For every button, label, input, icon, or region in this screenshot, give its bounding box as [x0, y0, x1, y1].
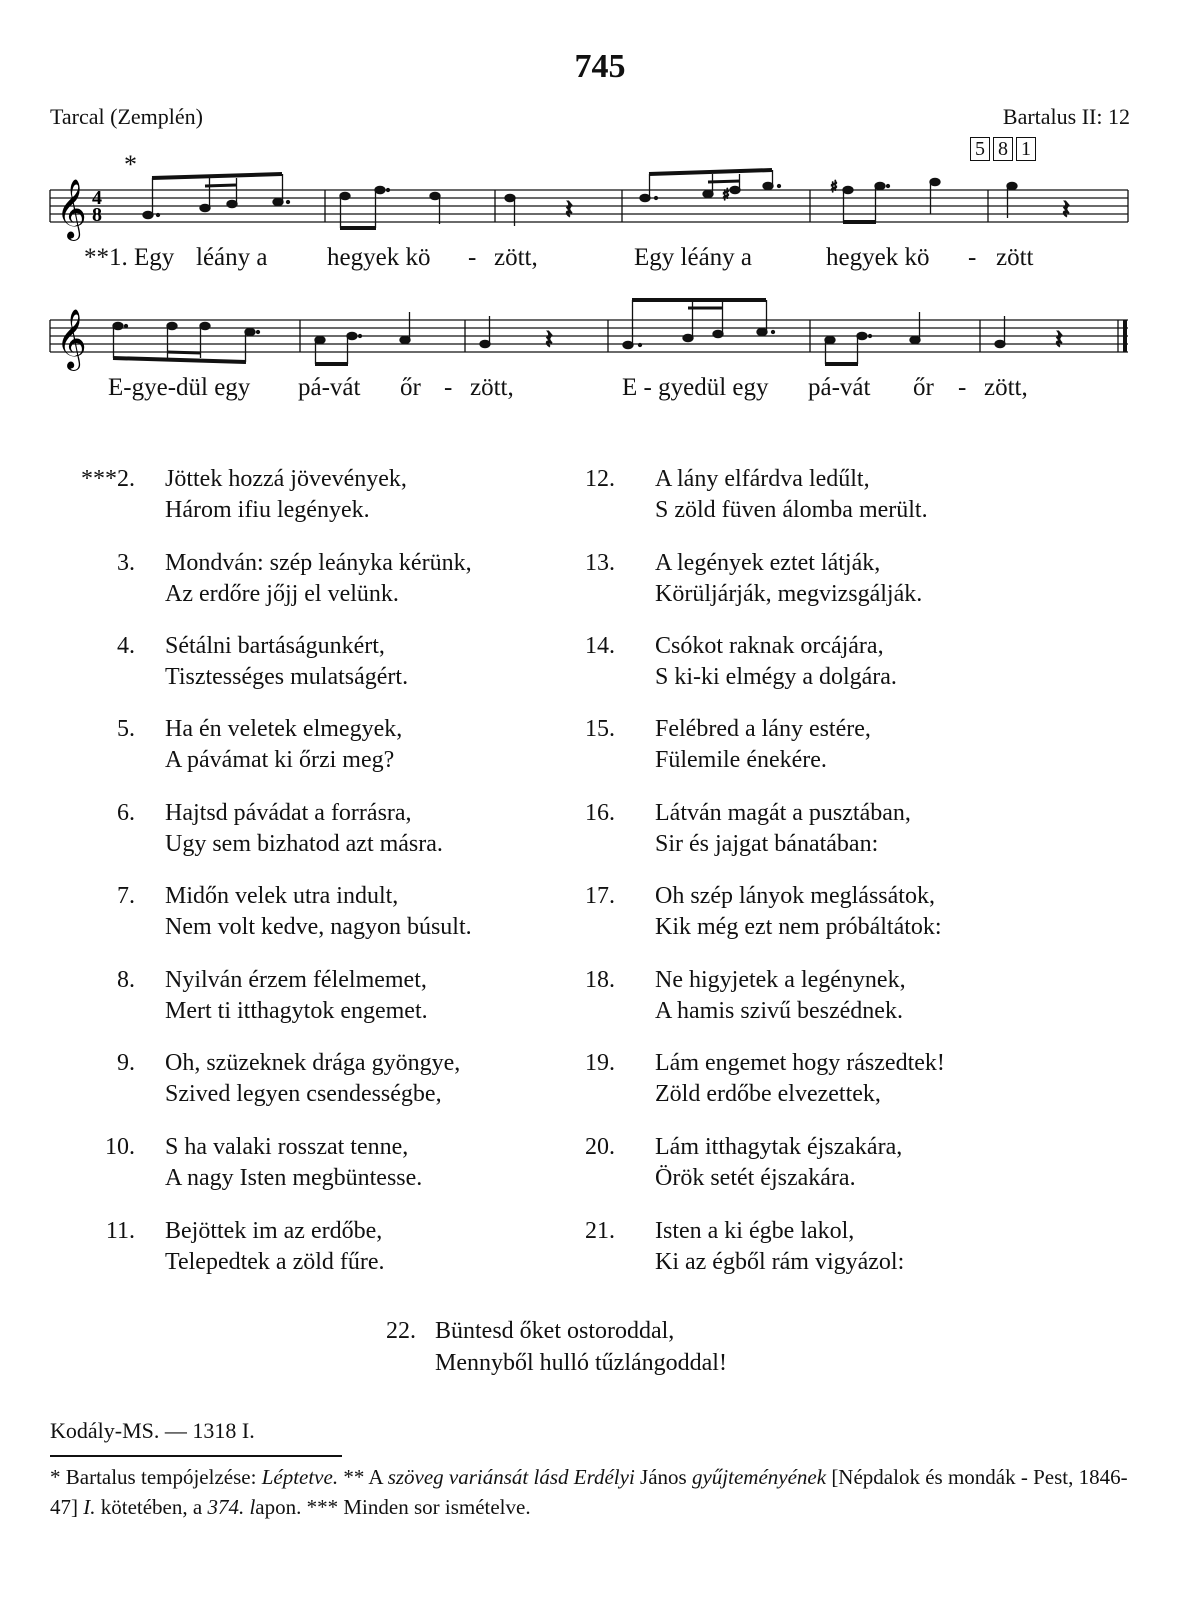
- verse-line: Mondván: szép leányka kérünk,: [165, 550, 472, 576]
- svg-text:4: 4: [92, 187, 102, 209]
- footnote-text: apon. *** Minden sor ismételve.: [255, 1495, 531, 1519]
- footnote-text: ** A: [338, 1465, 388, 1489]
- verse-line: Szived legyen csendességbe,: [165, 1081, 442, 1107]
- treble-clef-icon: 𝄞: [56, 309, 87, 369]
- verse-line: Ne higyjetek a legénynek,: [655, 967, 906, 993]
- verse-line: S zöld füven álomba merült.: [655, 497, 928, 523]
- verse-line: Oh szép lányok meglássátok,: [655, 883, 935, 909]
- verse-line: Kik még ezt nem próbáltátok:: [655, 914, 942, 940]
- verse-line: Körüljárják, megvizsgálják.: [655, 581, 923, 607]
- verse-number: 11.: [105, 1218, 135, 1244]
- lyric-syllable: zött,: [984, 374, 1028, 401]
- svg-text:♯: ♯: [722, 185, 730, 204]
- verse-line: Tisztességes mulatságért.: [165, 664, 409, 690]
- footnote-text: 374. l: [207, 1495, 256, 1519]
- lyric-syllable: őr: [913, 374, 934, 401]
- lyric-syllable: pá-vát: [298, 374, 361, 401]
- class-box: 1: [1016, 137, 1036, 161]
- verse-number: 10.: [105, 1134, 135, 1160]
- lyric-syllable: léány a: [196, 244, 268, 271]
- music-staff-2: [0, 290, 1200, 380]
- verse-line: Csókot raknak orcájára,: [655, 633, 884, 659]
- verse-line: Sir és jajgat bánatában:: [655, 831, 879, 857]
- classification-boxes: [970, 137, 1036, 161]
- footnote-text: * Bartalus tempójelzése:: [50, 1465, 262, 1489]
- verse-number: 13.: [585, 550, 615, 576]
- footnote-text: szöveg variánsát lásd Erdélyi: [387, 1465, 635, 1489]
- lyric-syllable: őr: [400, 374, 421, 401]
- footnote-text: gyűjteményének: [691, 1465, 827, 1489]
- verse-line: A lány elfárdva ledűlt,: [655, 466, 870, 492]
- footnote-text: kötetében, a: [95, 1495, 208, 1519]
- verse-number: 3.: [117, 550, 135, 576]
- verse-number: 5.: [117, 716, 135, 742]
- page-title: 745: [574, 48, 626, 85]
- verse-number: 22.: [386, 1318, 416, 1344]
- verse-line: A hamis szivű beszédnek.: [655, 998, 903, 1024]
- svg-text:♯: ♯: [830, 177, 838, 196]
- source-reference: Bartalus II: 12: [1002, 104, 1130, 129]
- lyric-syllable: Egy léány a: [634, 244, 753, 271]
- collection-place: Tarcal (Zemplén): [50, 104, 203, 129]
- verse-number: 9.: [117, 1050, 135, 1076]
- verse-line: Látván magát a pusztában,: [655, 800, 911, 826]
- verse-number: ***2.: [81, 466, 135, 492]
- lyric-syllable: -: [958, 374, 967, 401]
- verse-line: Az erdőre jőjj el velünk.: [165, 581, 399, 607]
- svg-text:𝄽: 𝄽: [545, 325, 553, 355]
- verse-line: Hajtsd pávádat a forrásra,: [165, 800, 412, 826]
- verse-line: Lám engemet hogy rászedtek!: [655, 1050, 945, 1076]
- footnote-text: I.: [83, 1495, 96, 1519]
- tempo-footnote-mark: *: [124, 150, 137, 179]
- class-box: 5: [970, 137, 990, 161]
- verse-line: Oh, szüzeknek drága gyöngye,: [165, 1050, 461, 1076]
- footnote-text: [Népdalok és mondák - Pest, 1846-47]: [50, 1465, 1128, 1519]
- verse-line: A legények eztet látják,: [655, 550, 881, 576]
- class-box: 8: [993, 137, 1013, 161]
- verse-line: Ugy sem bizhatod azt másra.: [165, 831, 443, 857]
- verse-line: Isten a ki égbe lakol,: [655, 1218, 855, 1244]
- verse-line: S ha valaki rosszat tenne,: [165, 1134, 409, 1160]
- lyric-syllable: E - gyedül egy: [622, 374, 769, 401]
- verse-line: Ha én veletek elmegyek,: [165, 716, 403, 742]
- verse-number: 19.: [585, 1050, 615, 1076]
- treble-clef-icon: 𝄞: [56, 179, 87, 239]
- verse-number: 15.: [585, 716, 615, 742]
- verse-line: Nem volt kedve, nagyon búsult.: [165, 914, 472, 940]
- verse-line: Midőn velek utra indult,: [165, 883, 399, 909]
- verse-line: Örök setét éjszakára.: [655, 1165, 856, 1191]
- lyric-syllable: pá-vát: [808, 374, 871, 401]
- lyric-syllable: -: [468, 244, 477, 271]
- lyric-syllable: -: [968, 244, 977, 271]
- verse-line: S ki-ki elmégy a dolgára.: [655, 664, 897, 690]
- verse-line: Mennyből hulló tűzlángoddal!: [435, 1350, 727, 1376]
- verse-line: Büntesd őket ostoroddal,: [435, 1318, 675, 1344]
- verse-number: 12.: [585, 466, 615, 492]
- verse-line: Zöld erdőbe elvezettek,: [655, 1081, 881, 1107]
- footnote-divider: [50, 1455, 342, 1457]
- verse-number: 20.: [585, 1134, 615, 1160]
- verse-line: A pávámat ki őrzi meg?: [165, 747, 395, 773]
- music-staff-1: [0, 160, 1200, 250]
- manuscript-reference: Kodály-MS. — 1318 I.: [50, 1418, 255, 1443]
- svg-text:𝄽: 𝄽: [1055, 325, 1063, 355]
- verse-line: Ki az égből rám vigyázol:: [655, 1249, 905, 1275]
- verse-number: 16.: [585, 800, 615, 826]
- lyric-marker: **1. Egy: [84, 244, 175, 271]
- footnote: [50, 1462, 1150, 1522]
- verse-number: 4.: [117, 633, 135, 659]
- verse-number: 6.: [117, 800, 135, 826]
- verse-line: A nagy Isten megbüntesse.: [165, 1165, 423, 1191]
- verse-line: Jöttek hozzá jövevények,: [165, 466, 407, 492]
- svg-text:𝄽: 𝄽: [565, 195, 573, 225]
- lyric-syllable: hegyek kö: [327, 244, 431, 271]
- lyric-syllable: E-gye-dül egy: [108, 374, 251, 401]
- verse-number: 8.: [117, 967, 135, 993]
- verse-line: Három ifiu legények.: [165, 497, 370, 523]
- verse-number: 21.: [585, 1218, 615, 1244]
- verse-number: 14.: [585, 633, 615, 659]
- lyric-syllable: zött,: [494, 244, 538, 271]
- verse-number: 17.: [585, 883, 615, 909]
- footnote-text: János: [634, 1465, 692, 1489]
- svg-text:8: 8: [92, 204, 102, 226]
- verse-line: Bejöttek im az erdőbe,: [165, 1218, 383, 1244]
- lyric-syllable: hegyek kö: [826, 244, 930, 271]
- verse-line: Telepedtek a zöld fűre.: [165, 1249, 385, 1275]
- verse-line: Sétálni bartáságunkért,: [165, 633, 385, 659]
- verse-line: Mert ti itthagytok engemet.: [165, 998, 428, 1024]
- verse-line: Fülemile énekére.: [655, 747, 827, 773]
- svg-text:𝄽: 𝄽: [1062, 195, 1070, 225]
- verse-number: 18.: [585, 967, 615, 993]
- verse-line: Lám itthagytak éjszakára,: [655, 1134, 903, 1160]
- footnote-text: Léptetve.: [261, 1465, 339, 1489]
- verse-line: Felébred a lány estére,: [655, 716, 871, 742]
- verse-number: 7.: [117, 883, 135, 909]
- lyric-syllable: zött: [996, 244, 1034, 271]
- lyric-syllable: -: [444, 374, 453, 401]
- verse-line: Nyilván érzem félelmemet,: [165, 967, 427, 993]
- lyric-syllable: zött,: [470, 374, 514, 401]
